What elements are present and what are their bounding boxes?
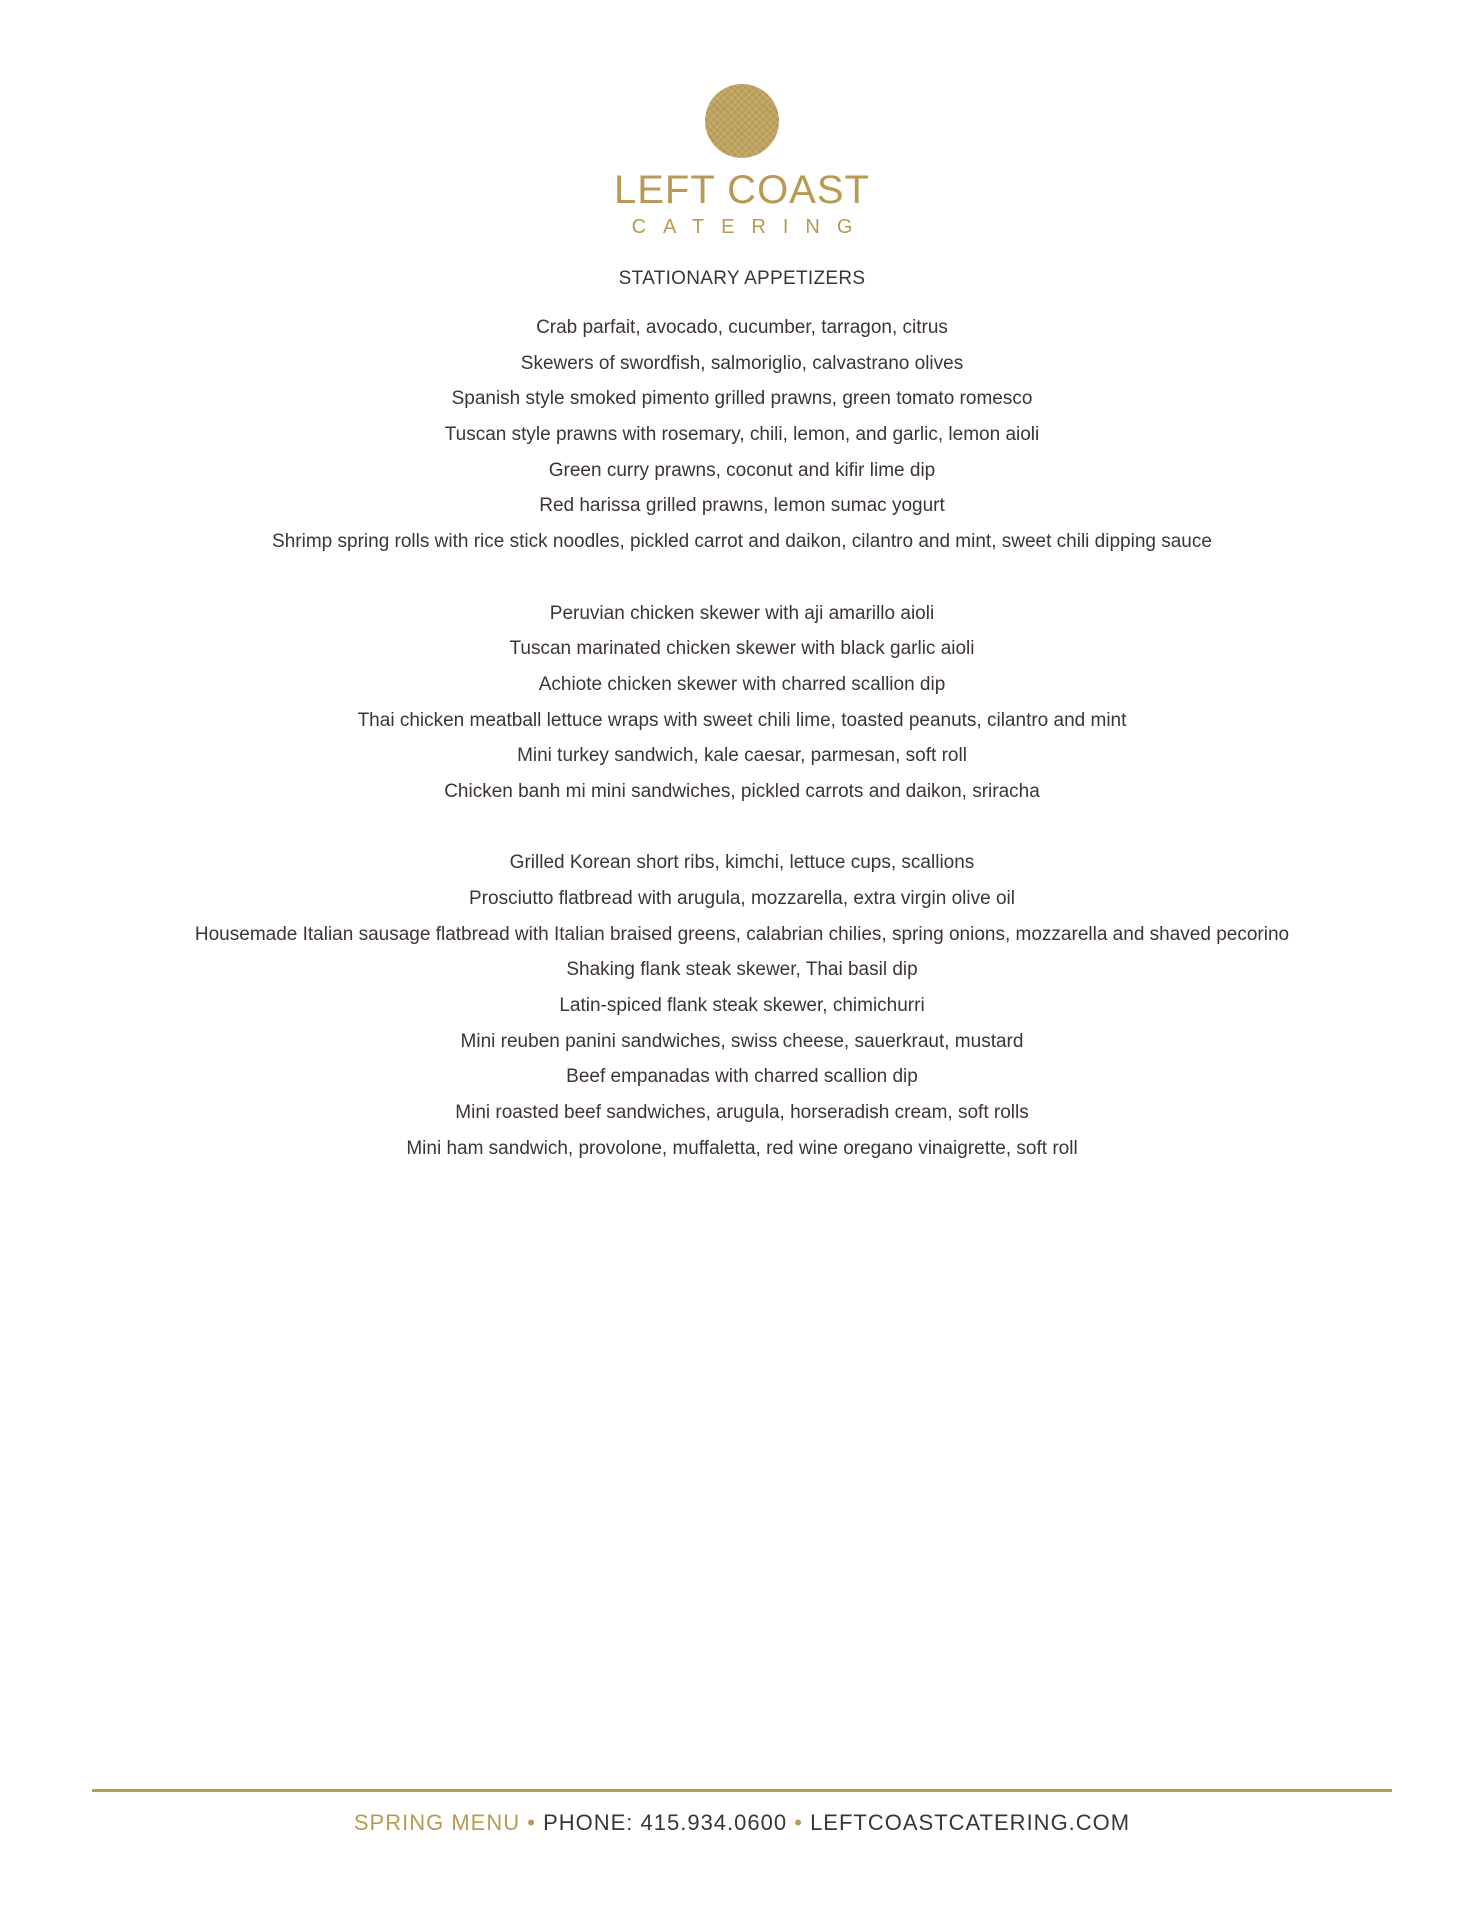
menu-item: Prosciutto flatbread with arugula, mozzarella, extra virgin olive oil	[469, 888, 1015, 909]
menu-item: Peruvian chicken skewer with aji amarillo aioli	[549, 602, 935, 624]
menu-item: Tuscan style prawns with rosemary, chili, lemon, and garlic, lemon aioli	[444, 424, 1040, 446]
footer-bullet: •	[527, 1810, 536, 1835]
menu-item: Shaking flank steak skewer, Thai basil dip	[566, 959, 918, 981]
menu-group-chicken	[0, 596, 1484, 810]
menu-item: Achiote chicken skewer with charred scallion dip	[538, 673, 946, 695]
menu-item: Crab parfait, avocado, cucumber, tarragon, citrus	[536, 317, 948, 338]
group-spacer	[0, 810, 1484, 846]
menu-item: Tuscan marinated chicken skewer with black garlic aioli	[509, 638, 975, 660]
menu-item: Green curry prawns, coconut and kifir lime dip	[548, 459, 936, 481]
footer-divider	[92, 1789, 1392, 1792]
menu-item: Beef empanadas with charred scallion dip	[566, 1066, 918, 1088]
footer-menu-name: SPRING MENU	[353, 1810, 521, 1835]
menu-group-meat	[0, 845, 1484, 1166]
menu-item: Chicken banh mi mini sandwiches, pickled carrots and daikon, sriracha	[444, 780, 1040, 802]
footer-website: LEFTCOASTCATERING.COM	[810, 1810, 1131, 1835]
menu-item: Red harissa grilled prawns, lemon sumac yogurt	[539, 495, 945, 517]
menu-item: Grilled Korean short ribs, kimchi, lettuce cups, scallions	[509, 852, 975, 874]
menu-item: Mini reuben panini sandwiches, swiss cheese, sauerkraut, mustard	[460, 1030, 1024, 1052]
menu-item: Skewers of swordfish, salmoriglio, calvastrano olives	[520, 352, 964, 374]
menu-item: Mini turkey sandwich, kale caesar, parmesan, soft roll	[517, 745, 967, 767]
logo-circle-emblem	[705, 84, 779, 158]
footer-bullet: •	[794, 1810, 803, 1835]
company-logo	[0, 84, 1484, 240]
menu-item: Spanish style smoked pimento grilled prawns, green tomato romesco	[451, 388, 1033, 410]
menu-group-seafood	[0, 310, 1484, 560]
menu-item: Latin-spiced flank steak skewer, chimichurri	[559, 995, 925, 1017]
footer-phone: PHONE: 415.934.0600	[543, 1810, 788, 1835]
menu-item: Mini roasted beef sandwiches, arugula, horseradish cream, soft rolls	[455, 1102, 1029, 1124]
group-spacer	[0, 560, 1484, 596]
menu-item: Thai chicken meatball lettuce wraps with sweet chili lime, toasted peanuts, cilantro and mint	[357, 709, 1127, 731]
menu-item: Housemade Italian sausage flatbread with Italian braised greens, calabrian chilies, spring onions, mozzarella and shaved pecorino	[194, 923, 1290, 945]
menu-item: Mini ham sandwich, provolone, muffaletta, red wine oregano vinaigrette, soft roll	[406, 1137, 1078, 1159]
menu-list	[0, 310, 1484, 1167]
footer	[0, 1808, 1484, 1838]
logo-subtitle: CATERING	[631, 216, 870, 238]
logo-name: LEFT COAST	[614, 168, 870, 212]
section-title: STATIONARY APPETIZERS	[618, 268, 866, 289]
menu-item: Shrimp spring rolls with rice stick noodles, pickled carrot and daikon, cilantro and mint, sweet chili dipping sauce	[272, 531, 1212, 553]
